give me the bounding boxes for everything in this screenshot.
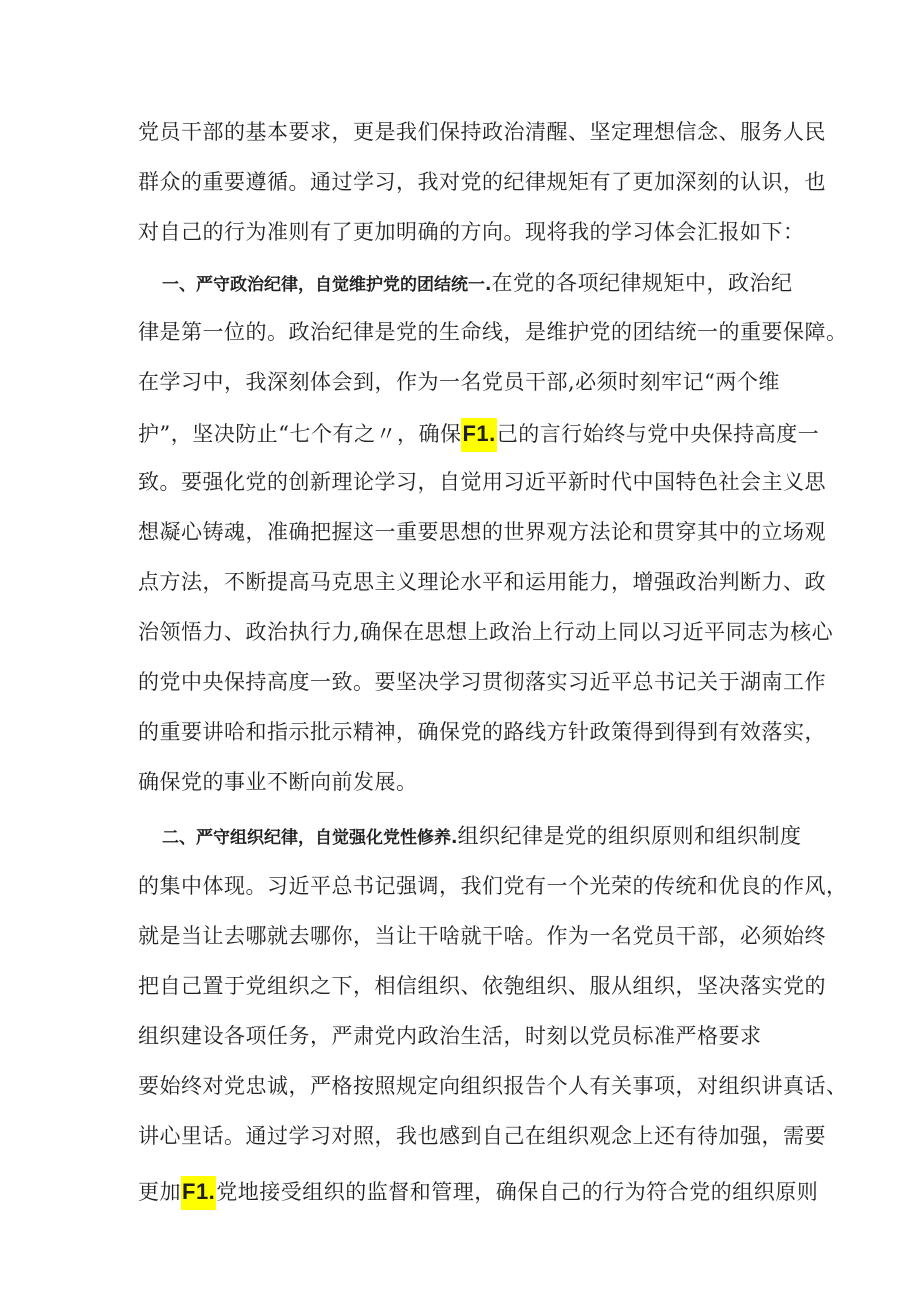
section-heading: 一、严守政治纪律，自觉维护党的团结统一. [162, 275, 492, 295]
section-heading-line [162, 269, 792, 297]
paragraph-line [138, 518, 826, 546]
paragraph-line [138, 568, 826, 596]
line-text: 把自己置于党组织之下，相信组织、依匏组织、服从组织，坚决落实党的 [138, 974, 826, 998]
paragraph-line [138, 1122, 826, 1150]
paragraph-line [138, 1022, 762, 1050]
line-text: 致。要强化党的创新理论学习，自觉用习近平新时代中国特色社会主义思 [138, 470, 826, 494]
paragraph-line [138, 972, 826, 1000]
paragraph-line [138, 1072, 848, 1100]
line-text: 的集中体现。习近平总书记强调，我们党有一个光荣的传统和优良的作风， [138, 874, 848, 898]
line-text: 组织建设各项任务，严肃党内政治生活，时刻以党员标准严格要求 [138, 1024, 762, 1048]
paragraph-line [138, 418, 819, 446]
paragraph-line [138, 218, 805, 246]
highlighted-mark: F1. [181, 1176, 216, 1210]
paragraph-line [138, 118, 826, 146]
line-text: 想凝心铸魂，准确把握这一重要思想的世界观方法论和贯穿其中的立场观 [138, 520, 826, 544]
line-text: 要始终对党忠诚，严格按照规定向组织报告个人有关事项，对组织讲真话、 [138, 1074, 848, 1098]
line-text: 护”，坚决防止“七个有之〃，确保 [138, 422, 462, 446]
line-text: 点方法，不断提高马克思主义理论水平和运用能力，增强政治判断力、政 [138, 570, 826, 594]
line-text: 己的言行始终与党中央保持高度一 [496, 422, 820, 446]
line-text: 在学习中，我深刻体会到，作为一名党员干部,必须时刻牢记“两个维 [138, 370, 780, 394]
line-text: 律是第一位的。政治纪律是党的生命线，是维护党的团结统一的重要保障。 [138, 320, 848, 344]
line-text: 组织纪律是党的组织原则和组织制度 [457, 824, 802, 848]
line-text: 群众的重要遵循。通过学习，我对党的纪律规矩有了更加深刻的认识，也 [138, 170, 826, 194]
section-heading: 二、严守组织纪律，自觉强化党性修养. [162, 828, 458, 848]
highlighted-mark: F1. [461, 418, 496, 452]
paragraph-line [138, 768, 418, 796]
paragraph-line [138, 718, 826, 746]
paragraph-line [138, 168, 826, 196]
line-text: 在党的各项纪律规矩中，政治纪 [491, 271, 793, 295]
paragraph-line [138, 1176, 818, 1204]
line-text: 党地接受组织的监督和管理，确保自己的行为符合党的组织原则 [216, 1180, 819, 1204]
paragraph-line [138, 368, 780, 396]
section-heading-line [162, 822, 801, 850]
paragraph-line [138, 618, 833, 646]
line-text: 的重要讲哈和指示批示精神，确保党的路线方针政策得到得到有效落实， [138, 720, 826, 744]
line-text: 党员干部的基本要求，更是我们保持政治清醒、坚定理想信念、服务人民 [138, 120, 826, 144]
paragraph-line [138, 318, 848, 346]
line-text: 对自己的行为准则有了更加明确的方向。现将我的学习体会汇报如下： [138, 220, 805, 244]
paragraph-line [138, 468, 826, 496]
paragraph-line [138, 668, 826, 696]
line-text: 讲心里话。通过学习对照，我也感到自己在组织观念上还有待加强，需要 [138, 1124, 826, 1148]
paragraph-line [138, 922, 826, 950]
line-text: 治领悟力、政治执行力,确保在思想上政治上行动上同以习近平同志为核心 [138, 620, 834, 644]
line-text: 就是当让去哪就去哪你，当让干啥就干啥。作为一名党员干部，必须始终 [138, 924, 826, 948]
paragraph-line [138, 872, 848, 900]
line-text: 的党中央保持高度一致。要坚决学习贯彻落实习近平总书记关于湖南工作 [138, 670, 826, 694]
line-text: 更加 [138, 1180, 181, 1204]
line-text: 确保党的事业不断向前发展。 [138, 770, 418, 794]
